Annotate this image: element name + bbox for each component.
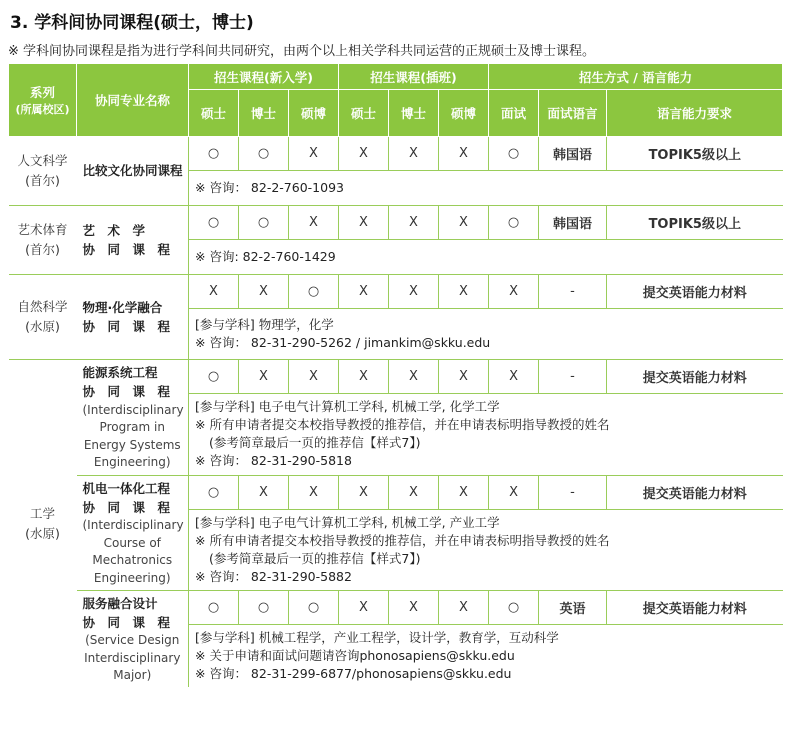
- mark-cell: ○: [239, 591, 289, 625]
- mark-cell: X: [439, 137, 489, 171]
- info-cell: ※ 咨询： 82-2-760-1093: [189, 171, 783, 206]
- table-row: [9, 137, 783, 171]
- header-program: 协同专业名称: [77, 64, 189, 137]
- mark-cell: X: [389, 206, 439, 240]
- header-interview-lang: 面试语言: [539, 90, 607, 137]
- table-row: [9, 475, 783, 509]
- header-doctor: 博士: [239, 90, 289, 137]
- section-note: ※ 学科间协同课程是指为进行学科间共同研究，由两个以上相关学科共同运营的正规硕士及博士课程。: [8, 44, 596, 59]
- mark-cell: X: [439, 275, 489, 309]
- header-group-method: 招生方式 / 语言能力: [489, 64, 783, 90]
- mark-cell: ○: [239, 206, 289, 240]
- mark-cell: X: [339, 137, 389, 171]
- mark-cell: X: [339, 275, 389, 309]
- mark-cell: X: [489, 275, 539, 309]
- mark-cell: X: [389, 137, 439, 171]
- lang-req: TOPIK5级以上: [607, 137, 783, 171]
- interview-lang: 韩国语: [539, 137, 607, 171]
- interview-lang: 英语: [539, 591, 607, 625]
- interview-lang: 韩国语: [539, 206, 607, 240]
- mark-cell: X: [439, 591, 489, 625]
- mark-cell: X: [239, 275, 289, 309]
- table-row: [9, 206, 783, 240]
- lang-req: 提交英语能力材料: [607, 360, 783, 394]
- mark-cell: X: [389, 591, 439, 625]
- lang-req: 提交英语能力材料: [607, 475, 783, 509]
- header-row-1: [9, 64, 783, 90]
- mark-cell: ○: [289, 275, 339, 309]
- header-group-transfer: 招生课程(插班): [339, 64, 489, 90]
- mark-cell: X: [389, 360, 439, 394]
- header-masters-transfer: 硕士: [339, 90, 389, 137]
- header-combined-transfer: 硕博: [439, 90, 489, 137]
- program-table: [8, 63, 783, 687]
- mark-cell: X: [439, 475, 489, 509]
- header-masters: 硕士: [189, 90, 239, 137]
- mark-cell: X: [239, 475, 289, 509]
- mark-cell: X: [439, 206, 489, 240]
- program-name: 物理·化学融合 协 同 课 程: [77, 275, 189, 360]
- mark-cell: X: [339, 360, 389, 394]
- lang-req: TOPIK5级以上: [607, 206, 783, 240]
- mark-cell: ○: [489, 206, 539, 240]
- mark-cell: ○: [189, 591, 239, 625]
- program-name: 艺 术 学 协 同 课 程: [77, 206, 189, 275]
- mark-cell: X: [289, 206, 339, 240]
- mark-cell: ○: [289, 591, 339, 625]
- mark-cell: X: [339, 591, 389, 625]
- program-name: 比较文化协同课程: [77, 137, 189, 206]
- mark-cell: X: [339, 206, 389, 240]
- table-row: [9, 591, 783, 625]
- table-row: [9, 360, 783, 394]
- header-doctor-transfer: 博士: [389, 90, 439, 137]
- mark-cell: X: [439, 360, 489, 394]
- lang-req: 提交英语能力材料: [607, 275, 783, 309]
- table-row: [9, 275, 783, 309]
- section-title: 3. 学科间协同课程(硕士，博士): [10, 13, 254, 33]
- mark-cell: X: [389, 475, 439, 509]
- info-cell: ※ 咨询: 82-2-760-1429: [189, 240, 783, 275]
- header-combined: 硕博: [289, 90, 339, 137]
- info-cell: [参与学科] 物理学，化学 ※ 咨询： 82-31-290-5262 / jimankim@skku.edu: [189, 309, 783, 360]
- lang-req: 提交英语能力材料: [607, 591, 783, 625]
- mark-cell: ○: [489, 591, 539, 625]
- mark-cell: ○: [189, 360, 239, 394]
- mark-cell: X: [489, 475, 539, 509]
- mark-cell: X: [289, 137, 339, 171]
- mark-cell: ○: [189, 475, 239, 509]
- mark-cell: X: [189, 275, 239, 309]
- header-lang-req: 语言能力要求: [607, 90, 783, 137]
- mark-cell: ○: [189, 137, 239, 171]
- dept-cell: 艺术体育 (首尔): [9, 206, 77, 275]
- mark-cell: ○: [239, 137, 289, 171]
- mark-cell: X: [289, 475, 339, 509]
- info-cell: [参与学科] 机械工程学，产业工程学，设计学，教育学，互动科学 ※ 关于申请和面试问题请咨询phonosapiens@skku.edu ※ 咨询： 82-31-299-6877/phonosapiens@skku.edu: [195, 630, 559, 682]
- mark-cell: X: [389, 275, 439, 309]
- dept-cell: 人文科学 (首尔): [9, 137, 77, 206]
- dept-cell: 工学 (水原): [9, 360, 77, 688]
- interview-lang: -: [539, 475, 607, 509]
- program-name: 能源系统工程 协 同 课 程 (Interdisciplinary Program in Energy Systems Engineering): [77, 360, 189, 476]
- mark-cell: X: [289, 360, 339, 394]
- program-name: 服务融合设计 协 同 课 程 (Service Design Interdisciplinary Major): [77, 591, 189, 688]
- mark-cell: X: [339, 475, 389, 509]
- mark-cell: X: [239, 360, 289, 394]
- info-cell: [参与学科] 电子电气计算机工学科, 机械工学, 化学工学 ※ 所有申请者提交本校指导教授的推荐信，并在申请表标明指导教授的姓名 (参考简章最后一页的推荐信【样式7】) ※ 咨询： 82-31-290-5818: [189, 394, 783, 476]
- interview-lang: -: [539, 360, 607, 394]
- mark-cell: X: [489, 360, 539, 394]
- program-name: 机电一体化工程 协 同 课 程 (Interdisciplinary Course of Mechatronics Engineering): [77, 475, 189, 591]
- dept-cell: 自然科学 (水原): [9, 275, 77, 360]
- info-cell: [参与学科] 电子电气计算机工学科, 机械工学, 产业工学 ※ 所有申请者提交本校指导教授的推荐信，并在申请表标明指导教授的姓名 (参考简章最后一页的推荐信【样式7】) ※ 咨询： 82-31-290-5882: [189, 509, 783, 591]
- interview-lang: -: [539, 275, 607, 309]
- header-interview: 面试: [489, 90, 539, 137]
- mark-cell: ○: [189, 206, 239, 240]
- header-dept: 系列 (所属校区): [9, 64, 77, 137]
- header-group-new: 招生课程(新入学): [189, 64, 339, 90]
- mark-cell: ○: [489, 137, 539, 171]
